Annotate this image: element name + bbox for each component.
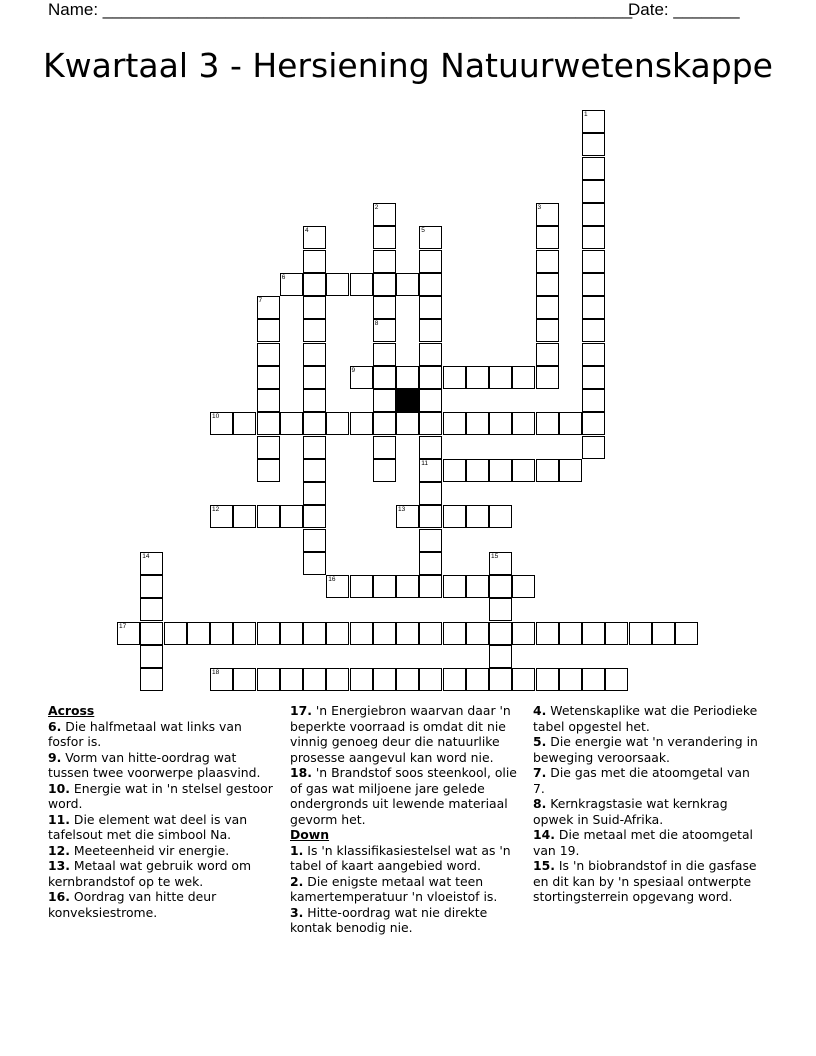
grid-cell[interactable] <box>419 226 442 249</box>
grid-cell[interactable] <box>303 226 326 249</box>
grid-cell[interactable] <box>582 668 605 691</box>
grid-cell[interactable] <box>489 575 512 598</box>
clue-across-13: 13. Metaal wat gebruik word om kernbrandstof op te wek. <box>48 858 252 889</box>
grid-cell[interactable] <box>443 412 466 435</box>
grid-cell[interactable] <box>466 668 489 691</box>
grid-cell[interactable] <box>443 366 466 389</box>
grid-cell[interactable] <box>582 250 605 273</box>
grid-cell[interactable] <box>419 505 442 528</box>
grid-cell[interactable] <box>489 668 512 691</box>
grid-cell[interactable] <box>582 133 605 156</box>
grid-cell[interactable] <box>373 622 396 645</box>
grid-cell[interactable] <box>443 668 466 691</box>
grid-cell[interactable] <box>303 319 326 342</box>
clues-column-3 <box>533 703 763 905</box>
grid-cell[interactable] <box>629 622 652 645</box>
grid-cell[interactable] <box>489 412 512 435</box>
grid-cell[interactable] <box>303 412 326 435</box>
grid-cell[interactable] <box>559 412 582 435</box>
grid-cell[interactable] <box>605 668 628 691</box>
grid-cell[interactable] <box>419 482 442 505</box>
grid-cell[interactable] <box>489 459 512 482</box>
grid-cell[interactable] <box>303 296 326 319</box>
grid-cell[interactable] <box>303 366 326 389</box>
grid-cell[interactable] <box>140 645 163 668</box>
grid-cell[interactable] <box>512 459 535 482</box>
grid-cell[interactable] <box>280 668 303 691</box>
grid-cell[interactable] <box>466 412 489 435</box>
grid-cell[interactable] <box>210 412 233 435</box>
grid-cell[interactable] <box>140 622 163 645</box>
grid-cell[interactable] <box>512 668 535 691</box>
grid-cell[interactable] <box>140 598 163 621</box>
grid-cell[interactable] <box>419 459 442 482</box>
grid-cell[interactable] <box>582 412 605 435</box>
grid-cell[interactable] <box>233 505 256 528</box>
grid-cell[interactable] <box>536 296 559 319</box>
grid-cell[interactable] <box>489 622 512 645</box>
grid-cell[interactable] <box>373 389 396 412</box>
grid-cell[interactable] <box>373 436 396 459</box>
grid-cell[interactable] <box>419 668 442 691</box>
grid-cell[interactable] <box>675 622 698 645</box>
clue-across-18: 18. 'n Brandstof soos steenkool, olie of gas wat miljoene jare gelede ondergronds uit lewende materiaal gevorm het. <box>290 765 517 827</box>
date-field[interactable]: Date: _______ <box>628 0 740 19</box>
grid-cell[interactable] <box>140 668 163 691</box>
grid-cell[interactable] <box>350 366 373 389</box>
grid-cell[interactable] <box>303 436 326 459</box>
grid-cell[interactable] <box>303 343 326 366</box>
grid-cell[interactable] <box>210 505 233 528</box>
grid-cell[interactable] <box>303 529 326 552</box>
grid-cell[interactable] <box>257 366 280 389</box>
grid-cell[interactable] <box>536 273 559 296</box>
grid-cell[interactable] <box>373 319 396 342</box>
grid-cell[interactable] <box>466 575 489 598</box>
grid-cell[interactable] <box>350 273 373 296</box>
grid-cell[interactable] <box>466 366 489 389</box>
grid-cell[interactable] <box>280 622 303 645</box>
grid-cell[interactable] <box>210 622 233 645</box>
grid-cell[interactable] <box>257 343 280 366</box>
grid-cell[interactable] <box>419 622 442 645</box>
grid-cell[interactable] <box>233 412 256 435</box>
clue-number: 7 <box>258 297 263 304</box>
name-field[interactable]: Name: ________________________________________________________ <box>48 0 633 19</box>
clue-down-7: 7. Die gas met die atoomgetal van 7. <box>533 765 750 796</box>
grid-cell[interactable] <box>582 366 605 389</box>
grid-cell[interactable] <box>373 366 396 389</box>
grid-cell[interactable] <box>489 366 512 389</box>
grid-cell[interactable] <box>373 575 396 598</box>
grid-cell[interactable] <box>582 319 605 342</box>
grid-cell[interactable] <box>419 412 442 435</box>
clue-down-4: 4. Wetenskaplike wat die Periodieke tabel opgestel het. <box>533 703 758 734</box>
grid-cell[interactable] <box>396 366 419 389</box>
grid-cell[interactable] <box>512 622 535 645</box>
grid-cell[interactable] <box>303 459 326 482</box>
clue-across-12: 12. Meeteenheid vir energie. <box>48 842 230 858</box>
grid-cell[interactable] <box>210 668 233 691</box>
clue-number: 6 <box>281 273 286 281</box>
grid-cell[interactable] <box>350 575 373 598</box>
grid-cell[interactable] <box>233 668 256 691</box>
clue-down-2: 2. Die enigste metaal wat teen kamertemperatuur 'n vloeistof is. <box>290 873 498 904</box>
grid-cell[interactable] <box>419 575 442 598</box>
grid-cell[interactable] <box>303 250 326 273</box>
clue-number: 16 <box>328 576 336 583</box>
grid-cell[interactable] <box>443 459 466 482</box>
grid-cell[interactable] <box>257 296 280 319</box>
grid-cell[interactable] <box>280 412 303 435</box>
grid-cell[interactable] <box>582 157 605 180</box>
grid-cell[interactable] <box>280 273 303 296</box>
clue-across-10: 10. Energie wat in 'n stelsel gestoor word. <box>48 780 273 811</box>
grid-cell[interactable] <box>419 529 442 552</box>
grid-cell[interactable] <box>303 552 326 575</box>
grid-cell[interactable] <box>443 505 466 528</box>
grid-cell[interactable] <box>419 250 442 273</box>
grid-cell[interactable] <box>582 343 605 366</box>
grid-cell[interactable] <box>373 250 396 273</box>
grid-cell[interactable] <box>257 436 280 459</box>
clue-number: 5 <box>421 227 425 235</box>
grid-cell[interactable] <box>536 319 559 342</box>
clue-down-3: 3. Hitte-oordrag wat nie direkte kontak benodig nie. <box>290 904 488 935</box>
grid-cell[interactable] <box>326 273 349 296</box>
grid-cell[interactable] <box>326 412 349 435</box>
grid-cell[interactable] <box>582 296 605 319</box>
grid-cell[interactable] <box>280 505 303 528</box>
clue-across-9: 9. Vorm van hitte-oordrag wat tussen twee voorwerpe plaasvind. <box>48 749 261 780</box>
grid-cell[interactable] <box>419 319 442 342</box>
grid-cell[interactable] <box>396 622 419 645</box>
grid-cell[interactable] <box>350 412 373 435</box>
grid-cell[interactable] <box>512 412 535 435</box>
grid-cell[interactable] <box>303 273 326 296</box>
grid-cell[interactable] <box>257 319 280 342</box>
clue-number: 13 <box>398 506 406 514</box>
grid-cell[interactable] <box>373 412 396 435</box>
grid-cell[interactable] <box>303 482 326 505</box>
grid-cell[interactable] <box>396 505 419 528</box>
clue-number: 12 <box>212 506 220 514</box>
grid-cell[interactable] <box>326 575 349 598</box>
grid-cell[interactable] <box>303 668 326 691</box>
grid-cell[interactable] <box>582 436 605 459</box>
grid-cell[interactable] <box>605 622 628 645</box>
grid-cell[interactable] <box>559 668 582 691</box>
grid-cell[interactable] <box>140 575 163 598</box>
grid-cell[interactable] <box>373 203 396 226</box>
clue-number: 8 <box>374 320 379 328</box>
clue-down-1: 1. Is 'n klassifikasiestelsel wat as 'n tabel of kaart aangebied word. <box>290 842 511 873</box>
grid-cell[interactable] <box>187 622 210 645</box>
grid-cell[interactable] <box>582 203 605 226</box>
grid-cell[interactable] <box>582 273 605 296</box>
down-heading: Down <box>290 827 330 842</box>
grid-cell[interactable] <box>396 273 419 296</box>
grid-cell[interactable] <box>419 296 442 319</box>
grid-cell[interactable] <box>443 622 466 645</box>
grid-cell[interactable] <box>326 622 349 645</box>
clue-across-6: 6. Die halfmetaal wat links van fosfor is. <box>48 718 242 749</box>
clue-number: 14 <box>142 552 150 560</box>
clue-across-17: 17. 'n Energiebron waarvan daar 'n beperkte voorraad is omdat dit nie vinnig genoeg deur die natuurlike prosesse aangevul kan word nie. <box>290 703 511 765</box>
clue-number: 9 <box>351 366 356 374</box>
grid-cell[interactable] <box>536 226 559 249</box>
grid-cell[interactable] <box>257 412 280 435</box>
grid-cell[interactable] <box>373 296 396 319</box>
grid-cell[interactable] <box>257 505 280 528</box>
grid-cell[interactable] <box>536 459 559 482</box>
grid-cell[interactable] <box>350 622 373 645</box>
grid-cell[interactable] <box>419 273 442 296</box>
grid-cell[interactable] <box>419 389 442 412</box>
grid-cell[interactable] <box>512 366 535 389</box>
clue-number: 1 <box>584 111 588 118</box>
clue-number: 10 <box>212 413 220 421</box>
grid-cell[interactable] <box>419 343 442 366</box>
clue-down-15: 15. Is 'n biobrandstof in die gasfase en dit kan by 'n spesiaal ontwerpte stortingsterrein opgevang word. <box>533 858 757 904</box>
grid-cell[interactable] <box>140 552 163 575</box>
grid-cell[interactable] <box>396 575 419 598</box>
clue-number: 4 <box>305 227 309 235</box>
clues-column-2 <box>290 703 520 936</box>
clue-down-14: 14. Die metaal met die atoomgetal van 19. <box>533 827 753 858</box>
grid-cell[interactable] <box>536 622 559 645</box>
grid-cell[interactable] <box>257 622 280 645</box>
grid-cell[interactable] <box>559 622 582 645</box>
grid-cell[interactable] <box>303 622 326 645</box>
clue-number: 3 <box>537 204 542 211</box>
black-square <box>396 389 419 412</box>
clue-number: 2 <box>374 204 379 211</box>
grid-cell[interactable] <box>466 505 489 528</box>
grid-cell[interactable] <box>443 575 466 598</box>
grid-cell[interactable] <box>466 459 489 482</box>
grid-cell[interactable] <box>373 668 396 691</box>
grid-cell[interactable] <box>582 622 605 645</box>
grid-cell[interactable] <box>536 203 559 226</box>
grid-cell[interactable] <box>303 505 326 528</box>
grid-cell[interactable] <box>536 412 559 435</box>
grid-cell[interactable] <box>396 668 419 691</box>
grid-cell[interactable] <box>582 226 605 249</box>
clue-across-16: 16. Oordrag van hitte deur konveksiestrome. <box>48 889 217 920</box>
clue-number: 18 <box>212 669 220 676</box>
grid-cell[interactable] <box>419 552 442 575</box>
clue-number: 15 <box>491 552 499 560</box>
grid-cell[interactable] <box>419 436 442 459</box>
grid-cell[interactable] <box>582 389 605 412</box>
grid-cell[interactable] <box>373 273 396 296</box>
clues-column-1 <box>48 703 278 920</box>
clue-number: 11 <box>421 459 429 467</box>
grid-cell[interactable] <box>396 412 419 435</box>
grid-cell[interactable] <box>536 343 559 366</box>
grid-cell[interactable] <box>489 598 512 621</box>
grid-cell[interactable] <box>326 668 349 691</box>
grid-cell[interactable] <box>257 389 280 412</box>
grid-cell[interactable] <box>489 552 512 575</box>
grid-cell[interactable] <box>117 622 140 645</box>
clue-across-11: 11. Die element wat deel is van tafelsout met die simbool Na. <box>48 811 248 842</box>
grid-cell[interactable] <box>233 622 256 645</box>
across-heading: Across <box>48 703 95 718</box>
grid-cell[interactable] <box>164 622 187 645</box>
grid-cell[interactable] <box>303 389 326 412</box>
grid-cell[interactable] <box>257 459 280 482</box>
grid-cell[interactable] <box>466 622 489 645</box>
grid-cell[interactable] <box>582 180 605 203</box>
clue-down-5: 5. Die energie wat 'n verandering in beweging veroorsaak. <box>533 734 758 765</box>
clue-down-8: 8. Kernkragstasie wat kernkrag opwek in Suid-Afrika. <box>533 796 728 827</box>
clue-number: 17 <box>119 622 127 630</box>
grid-cell[interactable] <box>536 668 559 691</box>
grid-cell[interactable] <box>419 366 442 389</box>
grid-cell[interactable] <box>536 366 559 389</box>
grid-cell[interactable] <box>373 459 396 482</box>
grid-cell[interactable] <box>536 250 559 273</box>
grid-cell[interactable] <box>582 110 605 133</box>
grid-cell[interactable] <box>350 668 373 691</box>
grid-cell[interactable] <box>257 668 280 691</box>
grid-cell[interactable] <box>512 575 535 598</box>
grid-cell[interactable] <box>373 226 396 249</box>
grid-cell[interactable] <box>652 622 675 645</box>
grid-cell[interactable] <box>559 459 582 482</box>
grid-cell[interactable] <box>489 505 512 528</box>
page-title: Kwartaal 3 - Hersiening Natuurwetenskappe <box>43 46 773 85</box>
grid-cell[interactable] <box>373 343 396 366</box>
grid-cell[interactable] <box>489 645 512 668</box>
